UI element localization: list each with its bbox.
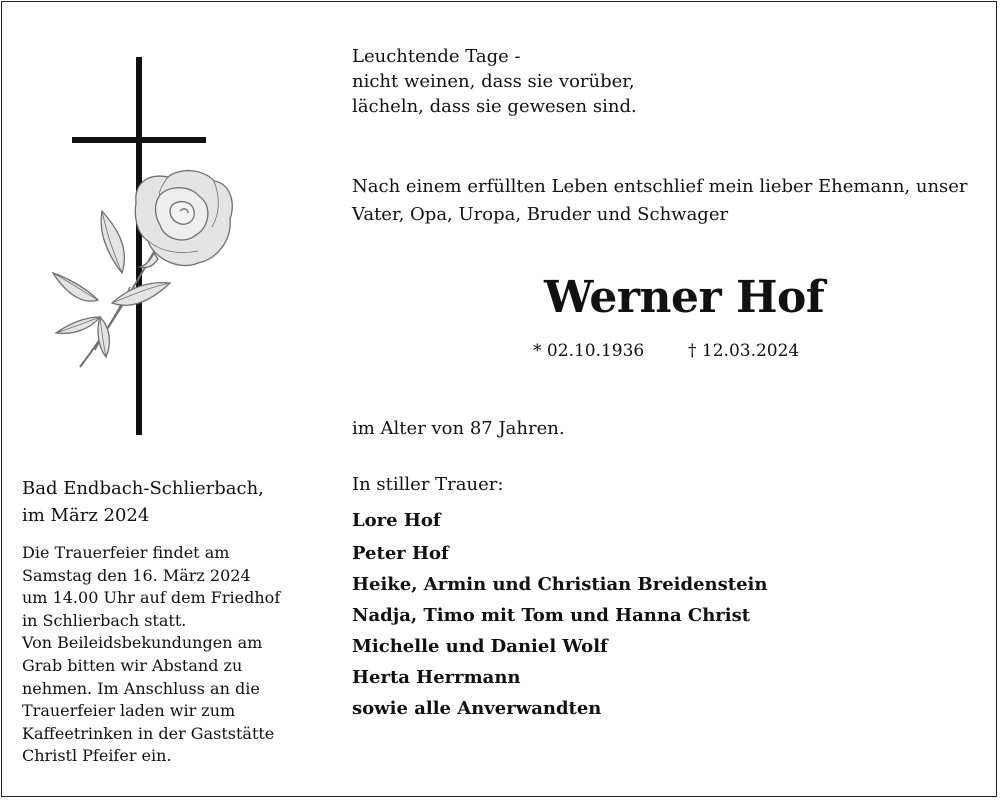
intro-line: Vater, Opa, Uropa, Bruder und Schwager bbox=[352, 204, 729, 225]
mourner-name: Herta Herrmann bbox=[352, 667, 521, 688]
service-line: Trauerfeier laden wir zum bbox=[22, 701, 236, 721]
birth-date: * 02.10.1936 bbox=[533, 341, 645, 361]
motto-line: nicht weinen, dass sie vorüber, bbox=[352, 71, 635, 92]
service-line: um 14.00 Uhr auf dem Friedhof bbox=[22, 588, 281, 608]
cross-illustration bbox=[50, 55, 250, 440]
deceased-name: Werner Hof bbox=[544, 272, 825, 323]
service-line: nehmen. Im Anschluss an die bbox=[22, 678, 260, 698]
rose-icon bbox=[53, 171, 232, 367]
service-line: in Schlierbach statt. bbox=[22, 610, 187, 630]
location-line: Bad Endbach-Schlierbach, bbox=[22, 478, 264, 499]
death-date: † 12.03.2024 bbox=[688, 341, 800, 361]
mourner-name: Nadja, Timo mit Tom und Hanna Christ bbox=[352, 605, 751, 626]
intro-text bbox=[352, 173, 968, 229]
location-line: im März 2024 bbox=[22, 505, 150, 526]
mourner-name: Peter Hof bbox=[352, 543, 449, 564]
service-line: Von Beileidsbekundungen am bbox=[22, 633, 263, 653]
mourner-name: Lore Hof bbox=[352, 510, 441, 531]
motto-line: Leuchtende Tage - bbox=[352, 46, 521, 67]
service-line: Kaffeetrinken in der Gaststätte bbox=[22, 723, 275, 743]
service-line: Samstag den 16. März 2024 bbox=[22, 565, 251, 585]
mourner-name: Michelle und Daniel Wolf bbox=[352, 636, 608, 657]
service-line: Christl Pfeifer ein. bbox=[22, 746, 172, 766]
service-info bbox=[22, 542, 280, 768]
motto-line: lächeln, dass sie gewesen sind. bbox=[352, 96, 637, 117]
location-date bbox=[22, 475, 264, 529]
age-text: im Alter von 87 Jahren. bbox=[352, 418, 565, 439]
service-line: Die Trauerfeier findet am bbox=[22, 543, 230, 562]
motto-poem bbox=[352, 44, 637, 119]
mourner-name: sowie alle Anverwandten bbox=[352, 698, 602, 719]
service-line: Grab bitten wir Abstand zu bbox=[22, 655, 243, 675]
cross-icon bbox=[50, 55, 250, 440]
mourning-label: In stiller Trauer: bbox=[352, 474, 504, 495]
mourner-name: Heike, Armin und Christian Breidenstein bbox=[352, 574, 768, 595]
intro-line: Nach einem erfüllten Leben entschlief mein lieber Ehemann, unser bbox=[352, 176, 968, 197]
mourners-list bbox=[352, 505, 767, 724]
